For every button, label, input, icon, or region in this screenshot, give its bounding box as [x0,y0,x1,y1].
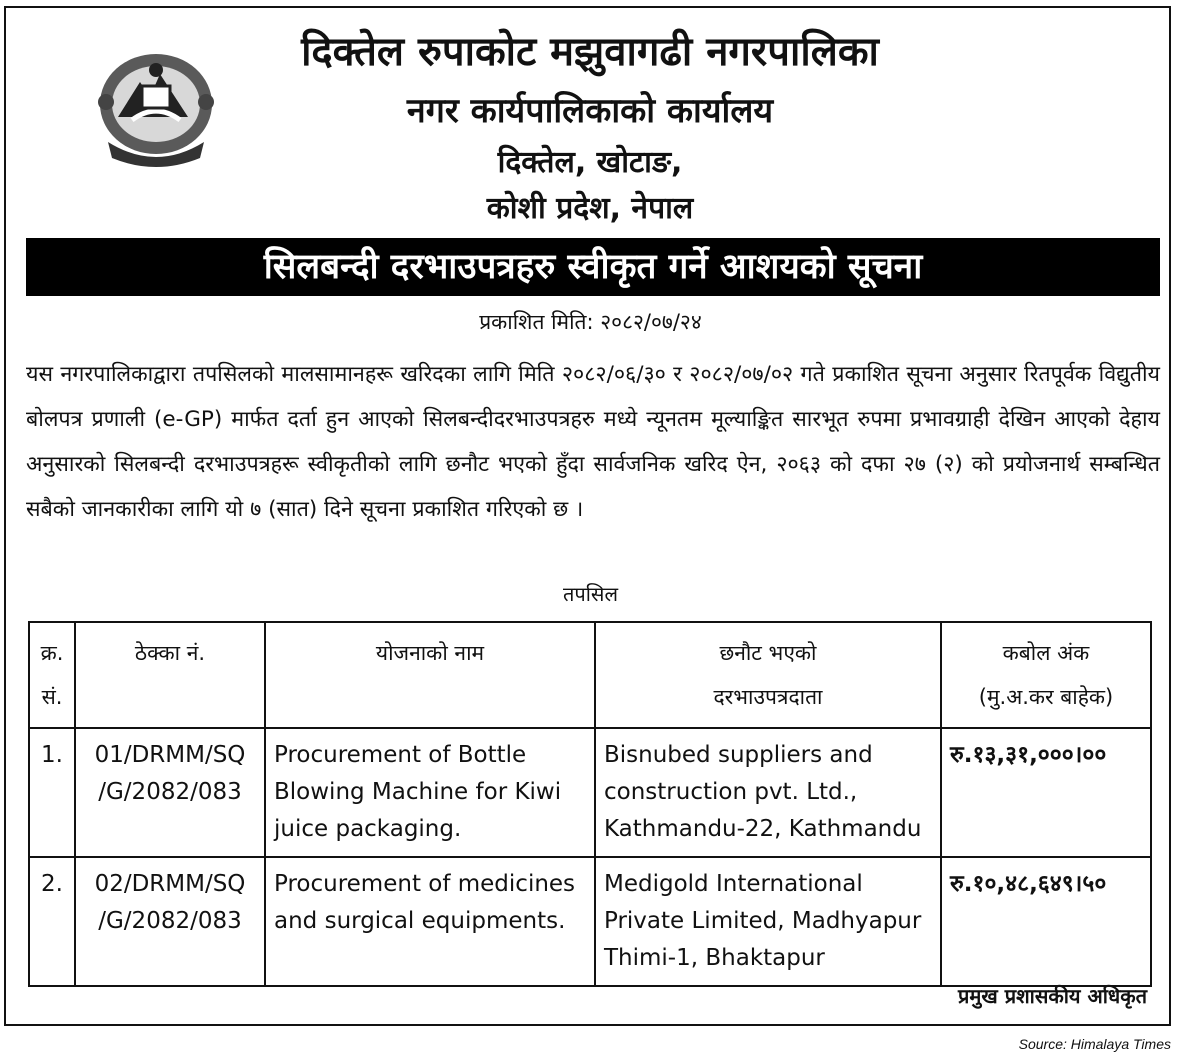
row-project-name: Procurement of medicines and surgical equipments. [265,857,595,986]
address-line-1: दिक्तेल, खोटाङ, [497,145,683,180]
address-line-2: कोशी प्रदेश, नेपाल [486,191,694,226]
header-sn: क्र. सं. [29,622,75,728]
header-amount-line2: (मु.अ.कर बाहेक) [978,685,1114,709]
table-caption: तपसिल [562,582,619,606]
office-name: नगर कार्यपालिकाको कार्यालय [406,91,774,131]
notice-body: यस नगरपालिकाद्वारा तपसिलको मालसामानहरू खरिदका लागि मिति २०८२/०६/३० र २०८२/०७/०२ गते प्रकाशित सूचना अनुसार रितपूर्वक विद्युतीय बोलपत्र प्रणाली (e-GP) मार्फत दर्ता हुन आएको सिलबन्दीदरभाउपत्रहरु मध्ये न्यूनतम मूल्याङ्कित सारभूत रुपमा प्रभावग्राही देखिन आएको देहाय अनुसारको सिलबन्दी दरभाउपत्रहरू स्वीकृतीको लागि छनौट भएको हुँदा सार्वजनिक खरिद ऐन, २०६३ को दफा २७ (२) को प्रयोजनार्थ सम्बन्धित सबैको जानकारीका लागि यो ७ (सात) दिने सूचना प्रकाशित गरिएको छ । [26,362,1160,522]
published-date: प्रकाशित मिति: २०८२/०७/२४ [479,310,702,334]
municipality-name: दिक्तेल रुपाकोट मझुवागढी नगरपालिका [301,29,879,75]
row-contract-no: 01/DRMM/SQ /G/2082/083 [75,728,265,857]
header-amount-line1: कबोल अंक [1002,641,1090,665]
row-bidder: Medigold International Private Limited, Madhyapur Thimi-1, Bhaktapur [595,857,941,986]
source-credit: Source: Himalaya Times [1018,1036,1171,1052]
row-bidder: Bisnubed suppliers and construction pvt. Ltd., Kathmandu-22, Kathmandu [595,728,941,857]
table-row [29,857,1151,986]
row-sn: 2. [29,857,75,986]
notice-title: सिलबन्दी दरभाउपत्रहरु स्वीकृत गर्ने आशयको सूचना [26,238,1160,296]
nepal-emblem-icon [88,42,224,172]
header-bidder-line2: दरभाउपत्रदाता [713,685,823,709]
header-bidder-line1: छनौट भएको [719,641,817,665]
table-header-row [29,622,1151,728]
row-sn: 1. [29,728,75,857]
header-project-name: योजनाको नाम [265,622,595,728]
header-contract-no: ठेक्का नं. [75,622,265,728]
table-row [29,728,1151,857]
header-selected-bidder [595,622,941,728]
row-amount: रु.१३,३१,०००।०० [941,728,1151,857]
row-contract-no: 02/DRMM/SQ /G/2082/083 [75,857,265,986]
bid-table [28,621,1152,987]
signatory-title: प्रमुख प्रशासकीय अधिकृत [958,984,1147,1008]
row-project-name: Procurement of Bottle Blowing Machine for Kiwi juice packaging. [265,728,595,857]
header-bid-amount [941,622,1151,728]
row-amount: रु.१०,४८,६४९।५० [941,857,1151,986]
